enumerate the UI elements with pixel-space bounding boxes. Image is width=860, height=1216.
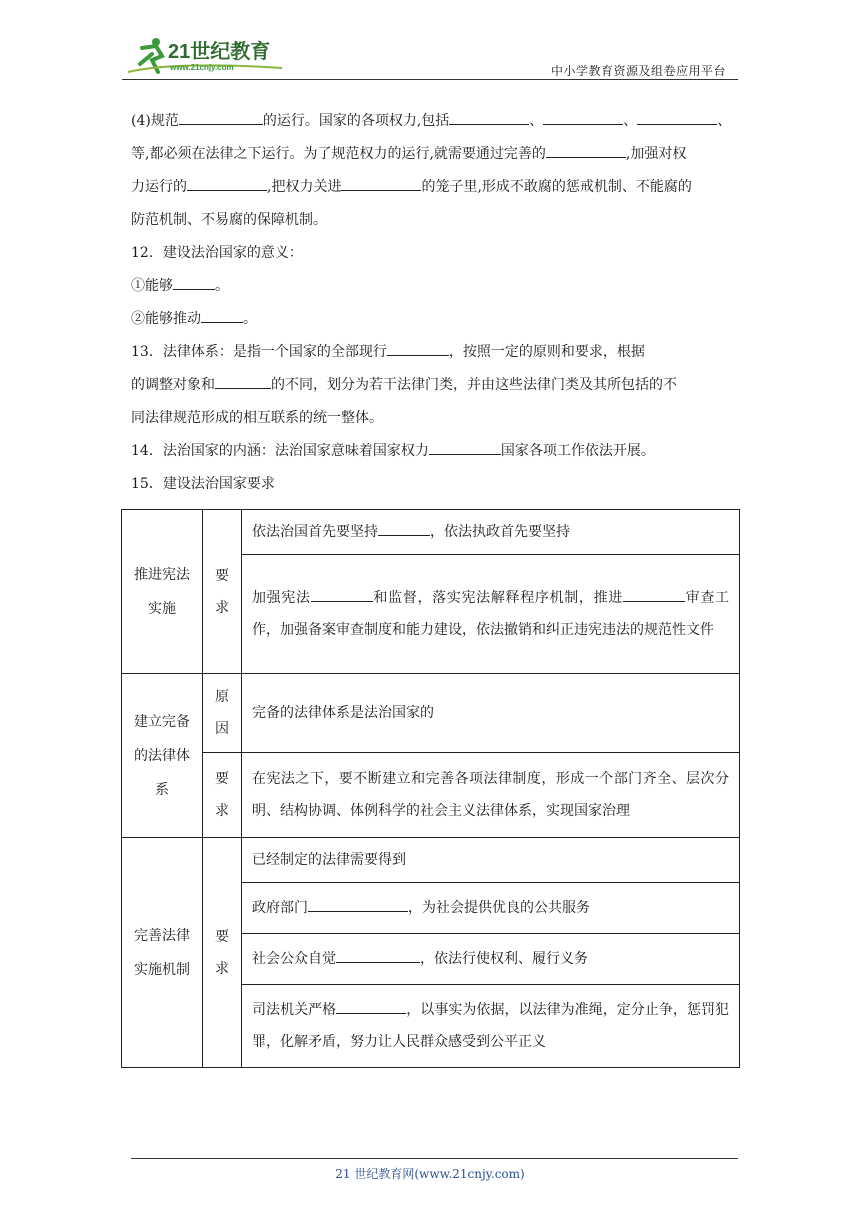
header-divider [122,79,738,80]
table-cell: 政府部门 ，为社会提供优良的公共服务 [242,883,740,934]
category-cell: 建立完备 的法律体 系 [122,674,203,838]
table-cell: 在宪法之下，要不断建立和完善各项法律制度，形成一个部门齐全、层次分明、结构协调、体例科学的社会主义法律体系，实现国家治理 [242,753,740,838]
logo-url: www.21cnjy.com [170,63,234,72]
blank[interactable] [623,583,685,602]
blank[interactable] [378,517,430,536]
category-cell: 推进宪法 实施 [122,510,203,674]
blank[interactable] [543,106,623,125]
subcategory-cell: 要 求 [203,753,242,838]
table-row [122,674,740,753]
table-cell: 完备的法律体系是法治国家的 [242,674,740,753]
table-row [122,838,740,883]
site-logo[interactable] [122,34,292,78]
blank[interactable] [311,583,373,602]
q13-line-1: 13．法律体系：是指一个国家的全部现行 ，按照一定的原则和要求，根据 [131,336,731,369]
table-cell: 加强宪法 和监督，落实宪法解释程序机制，推进 审查工作，加强备案审查制度和能力建设，依法撤销和纠正违宪违法的规范性文件 [242,555,740,674]
footer-link[interactable]: 21 世纪教育网(www.21cnjy.com) [335,1167,525,1181]
q15-title: 15．建设法治国家要求 [131,476,275,492]
blank[interactable] [179,106,263,125]
blank[interactable] [201,304,243,323]
q12-item-1: ①能够 。 [131,270,731,303]
subcategory-cell: 要 求 [203,838,242,1068]
table-cell: 司法机关严格 ，以事实为依据，以法律为准绳，定分止争，惩罚犯罪，化解矛盾，努力让人民群众感受到公平正义 [242,985,740,1068]
table-cell: 已经制定的法律需要得到 [242,838,740,883]
p4-line-1: (4)规范 的运行。国家的各项权力,包括 、 、 、 [131,105,731,138]
blank[interactable] [215,370,271,389]
blank[interactable] [308,893,408,912]
p4-line-3: 力运行的 ,把权力关进 的笼子里,形成不敢腐的惩戒机制、不能腐的 [131,171,731,204]
subcategory-cell: 要 求 [203,510,242,674]
blank[interactable] [336,995,406,1014]
table-cell: 依法治国首先要坚持 ，依法执政首先要坚持 [242,510,740,555]
q12-item-2: ②能够推动 。 [131,303,731,336]
blank[interactable] [336,944,420,963]
q12-title: 12．建设法治国家的意义： [131,245,303,261]
p4-line-4: 防范机制、不易腐的保障机制。 [131,212,327,228]
category-cell: 完善法律 实施机制 [122,838,203,1068]
question-content [131,105,731,501]
site-title: 中小学教育资源及组卷应用平台 [550,64,726,78]
logo-text: 21世纪教育 [168,41,271,63]
blank[interactable] [173,271,215,290]
table-row [122,510,740,555]
blank[interactable] [187,172,267,191]
blank[interactable] [341,172,421,191]
q13-line-3: 同法律规范形成的相互联系的统一整体。 [131,410,383,426]
blank[interactable] [546,139,626,158]
table-row [122,753,740,838]
q13-line-2: 的调整对象和 的不同，划分为若干法律门类，并由这些法律门类及其所包括的不 [131,369,731,402]
requirements-table [121,509,740,1068]
blank[interactable] [387,337,449,356]
p4-line-2: 等,都必须在法律之下运行。为了规范权力的运行,就需要通过完善的 ,加强对权 [131,138,731,171]
blank[interactable] [449,106,529,125]
subcategory-cell: 原 因 [203,674,242,753]
footer-divider [131,1158,738,1159]
q14-line: 14．法治国家的内涵：法治国家意味着国家权力 国家各项工作依法开展。 [131,435,731,468]
page-header [122,28,738,80]
blank[interactable] [637,106,717,125]
blank[interactable] [429,436,501,455]
table-cell: 社会公众自觉 ，依法行使权利、履行义务 [242,934,740,985]
